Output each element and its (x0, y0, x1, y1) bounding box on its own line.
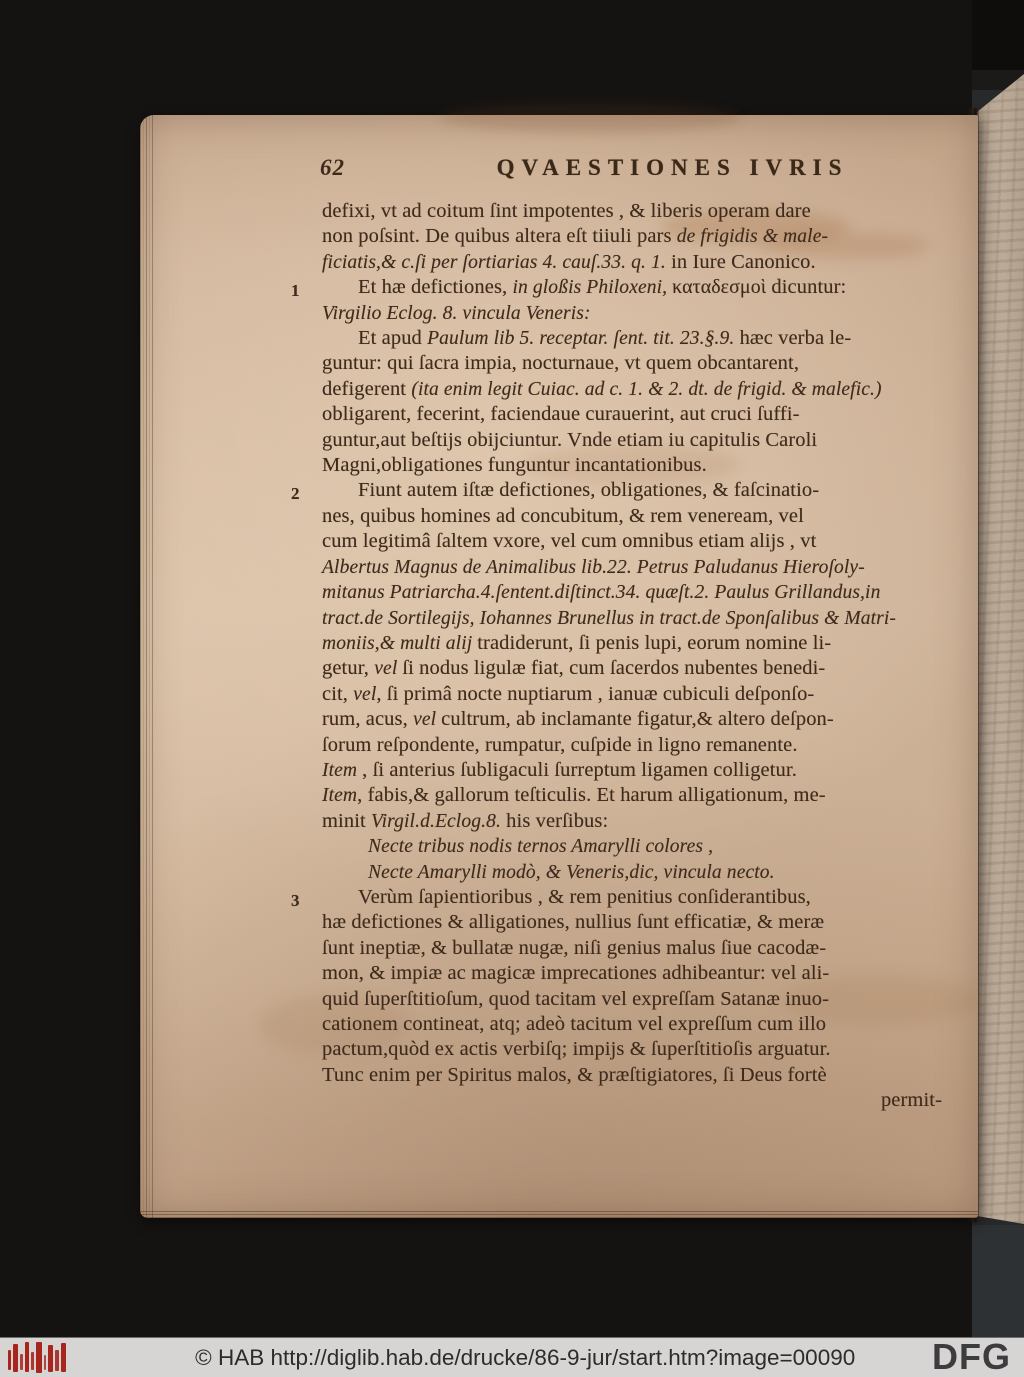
text-line: defixi, vt ad coitum ſint impotentes , & liberis operam dare (322, 200, 811, 222)
text-line: Magni,obligationes funguntur incantationibus. (322, 454, 707, 477)
hab-barcode-icon (8, 1341, 68, 1374)
margin-number: 3 (291, 890, 300, 910)
text-block (291, 199, 946, 1114)
text-line: getur, vel ſi nodus ligulæ fiat, cum ſacerdos nubentes benedi- (322, 657, 826, 680)
page-number: 62 (320, 155, 345, 180)
verse-line: Necte tribus nodis ternos Amarylli colores , (368, 836, 714, 858)
text-line: obligarent, fecerint, faciendaue curauerint, aut cruci ſuffi- (322, 403, 800, 426)
text-line: Albertus Magnus de Animalibus lib.22. Petrus Paludanus Hieroſoly- (322, 556, 865, 578)
text-line: cum legitimâ ſaltem vxore, vel cum omnibus etiam alijs , vt (322, 530, 817, 553)
text-line: cationem contineat, atq; adeò tacitum vel expreſſum cum illo (322, 1013, 827, 1035)
text-line: mon, & impiæ ac magicæ imprecationes adhibeantur: vel ali- (322, 962, 830, 985)
text-line: rum, acus, vel cultrum, ab inclamante figatur,& altero deſpon- (322, 708, 834, 731)
text-line: nes, quibus homines ad concubitum, & rem veneream, vel (322, 504, 804, 527)
facing-page-sliver (977, 74, 1024, 1224)
text-line: pactum,quòd ex actis verbiſq; impijs & ſuperſtitioſis arguatur. (322, 1038, 831, 1061)
text-line: non poſsint. De quibus altera eſt tiiuli pars de frigidis & male- (322, 225, 829, 248)
text-line: Item, fabis,& gallorum teſticulis. Et harum alligationum, me- (322, 784, 826, 807)
scan-page (140, 115, 978, 1218)
verse-line: Necte Amarylli modò, & Veneris,dic, vincula necto. (368, 861, 775, 883)
copyright-text: © HAB http://diglib.hab.de/drucke/86-9-jur/start.htm?image=00090 (195, 1344, 856, 1370)
page-edge-bottom (140, 1210, 978, 1218)
footer-bar (0, 1337, 1024, 1377)
text-line: defigerent (ita enim legit Cuiac. ad c. 1. & 2. dt. de frigid. & malefic.) (322, 377, 882, 400)
text-line: Tunc enim per Spiritus malos, & præſtigiatores, ſi Deus fortè (322, 1063, 827, 1086)
text-line: ficiatis,& c.ſi per ſortiarias 4. cauſ.33. q. 1. in Iure Canonico. (322, 250, 816, 273)
text-line: Virgilio Eclog. 8. vincula Veneris: (322, 302, 591, 324)
page-edge-leaves (140, 115, 153, 1218)
text-line: Et apud Paulum lib 5. receptar. ſent. tit. 23.§.9. hæc verba le- (358, 327, 852, 350)
text-line: guntur,aut beſtijs obijciuntur. Vnde etiam iu capitulis Caroli (322, 428, 818, 451)
text-line: 2 Fiunt autem iſtæ defictiones, obligationes, & faſcinatio- (322, 478, 946, 503)
margin-number: 1 (291, 281, 300, 301)
dfg-logo: DFG (932, 1335, 1011, 1377)
margin-number: 2 (291, 484, 300, 504)
text-line: mitanus Patriarcha.4.ſentent.diſtinct.34. quæſt.2. Paulus Grillandus,in (322, 582, 881, 604)
showthrough-smudge (440, 103, 740, 133)
text-line: moniis,& multi alij tradiderunt, ſi penis lupi, eorum nomine li- (322, 631, 832, 654)
text-line: tract.de Sortilegijs, Iohannes Brunellus in tract.de Sponſalibus & Matri- (322, 607, 897, 629)
text-line: cit, vel, ſi primâ nocte nuptiarum , ianuæ cubiculi deſponſo- (322, 682, 815, 705)
running-title: QVAESTIONES IVRIS (496, 155, 849, 180)
page-header (320, 155, 945, 181)
text-line: minit Virgil.d.Eclog.8. his verſibus: (322, 809, 609, 832)
text-line: hæ defictiones & alligationes, nullius ſunt efficatiæ, & meræ (322, 911, 825, 934)
catchword-line: permit- (880, 1089, 942, 1112)
text-line: guntur: qui ſacra impia, nocturnaue, vt quem obcantarent, (322, 352, 800, 375)
text-line: Item , ſi anterius ſubligaculi ſurreptum ligamen colligetur. (322, 758, 797, 781)
text-line: 3 Verùm ſapientioribus , & rem penitius conſiderantibus, (322, 885, 946, 910)
text-line: ſunt ineptiæ, & bullatæ nugæ, niſi genius malus ſiue cacodæ- (322, 936, 827, 959)
text-line: quid ſuperſtitioſum, quod tacitam vel expreſſam Satanæ inuo- (322, 987, 830, 1010)
text-line: ſorum reſpondente, rumpatur, cuſpide in ligno remanente. (322, 733, 798, 756)
text-line: 1 Et hæ defictiones, in gloßis Philoxeni, καταδεσμοὶ dicuntur: (322, 275, 946, 300)
